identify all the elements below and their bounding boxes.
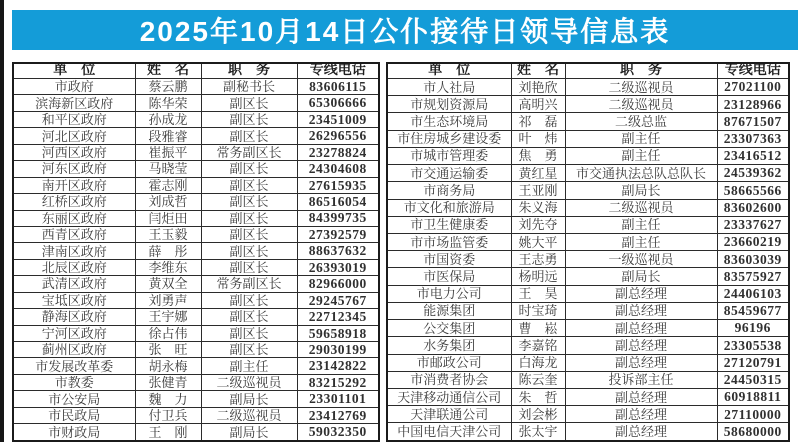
unit-cell: 市发展改革委 — [13, 358, 135, 374]
name-cell: 杨明远 — [511, 268, 565, 285]
title-cell: 副区长 — [201, 161, 297, 177]
name-cell: 付卫兵 — [135, 407, 201, 423]
unit-cell: 市生态环境局 — [387, 113, 511, 130]
unit-cell: 水务集团 — [387, 337, 511, 354]
right-table-body — [387, 79, 789, 442]
phone-cell: 84399735 — [297, 210, 379, 226]
phone-cell: 83215292 — [297, 374, 379, 390]
phone-cell: 83575927 — [717, 268, 789, 285]
table-row — [13, 358, 379, 374]
title-cell: 二级巡视员 — [201, 407, 297, 423]
unit-cell: 宁河区政府 — [13, 325, 135, 341]
right-table-header — [387, 63, 789, 79]
phone-cell: 23416512 — [717, 147, 789, 164]
phone-cell: 24450315 — [717, 371, 789, 388]
phone-cell: 27021100 — [717, 79, 789, 96]
name-cell: 王玉毅 — [135, 226, 201, 242]
phone-cell: 87671507 — [717, 113, 789, 130]
unit-cell: 河东区政府 — [13, 161, 135, 177]
name-cell: 陈云奎 — [511, 371, 565, 388]
title-cell: 副局长 — [565, 268, 717, 285]
unit-cell: 市电力公司 — [387, 285, 511, 302]
name-cell: 焦 勇 — [511, 147, 565, 164]
name-cell: 李嘉铭 — [511, 337, 565, 354]
phone-cell: 23142822 — [297, 358, 379, 374]
unit-cell: 武清区政府 — [13, 276, 135, 292]
unit-cell: 市文化和旅游局 — [387, 199, 511, 216]
name-cell: 徐占伟 — [135, 325, 201, 341]
title-cell: 一级巡视员 — [565, 251, 717, 268]
unit-cell: 市卫生健康委 — [387, 216, 511, 233]
title-cell: 副区长 — [201, 210, 297, 226]
unit-cell: 公交集团 — [387, 320, 511, 337]
unit-cell: 市公安局 — [13, 391, 135, 407]
title-cell: 副主任 — [565, 233, 717, 250]
column-header-phone: 专线电话 — [297, 63, 379, 79]
unit-cell: 市人社局 — [387, 79, 511, 96]
table-row — [387, 320, 789, 337]
phone-cell: 23278824 — [297, 144, 379, 160]
name-cell: 闫炬田 — [135, 210, 201, 226]
table-row — [387, 199, 789, 216]
table-row — [13, 342, 379, 358]
table-row — [387, 268, 789, 285]
table-row — [387, 388, 789, 405]
title-cell: 副区长 — [201, 95, 297, 111]
phone-cell: 60918811 — [717, 388, 789, 405]
phone-cell: 23451009 — [297, 111, 379, 127]
name-cell: 蔡云鹏 — [135, 79, 201, 95]
unit-cell: 市交通运输委 — [387, 165, 511, 182]
phone-cell: 23301101 — [297, 391, 379, 407]
right-table — [386, 62, 790, 442]
phone-cell: 83606115 — [297, 79, 379, 95]
column-header-name: 姓 名 — [511, 63, 565, 79]
page-title: 2025年10月14日公仆接待日领导信息表 — [139, 16, 671, 47]
table-row — [13, 210, 379, 226]
unit-cell: 滨海新区政府 — [13, 95, 135, 111]
title-cell: 副区长 — [201, 226, 297, 242]
name-cell: 王志勇 — [511, 251, 565, 268]
title-cell: 副总经理 — [565, 302, 717, 319]
name-cell: 王 刚 — [135, 424, 201, 441]
title-cell: 二级巡视员 — [201, 374, 297, 390]
phone-cell: 23305538 — [717, 337, 789, 354]
title-cell: 常务副区长 — [201, 144, 297, 160]
unit-cell: 市医保局 — [387, 268, 511, 285]
title-cell: 投诉部主任 — [565, 371, 717, 388]
name-cell: 张太宇 — [511, 423, 565, 441]
table-row — [387, 423, 789, 441]
column-header-name: 姓 名 — [135, 63, 201, 79]
title-cell: 副主任 — [565, 147, 717, 164]
left-table — [12, 62, 380, 442]
unit-cell: 南开区政府 — [13, 177, 135, 193]
name-cell: 叶 炜 — [511, 130, 565, 147]
phone-cell: 59658918 — [297, 325, 379, 341]
title-cell: 副区长 — [201, 325, 297, 341]
title-cell: 副区长 — [201, 309, 297, 325]
unit-cell: 西青区政府 — [13, 226, 135, 242]
table-row — [387, 165, 789, 182]
unit-cell: 市市场监管委 — [387, 233, 511, 250]
name-cell: 刘勇声 — [135, 292, 201, 308]
name-cell: 朱义海 — [511, 199, 565, 216]
phone-cell: 58680000 — [717, 423, 789, 441]
name-cell: 王宇娜 — [135, 309, 201, 325]
table-row — [387, 337, 789, 354]
unit-cell: 市国资委 — [387, 251, 511, 268]
title-cell: 副区长 — [201, 342, 297, 358]
phone-cell: 82966000 — [297, 276, 379, 292]
unit-cell: 天津联通公司 — [387, 406, 511, 423]
phone-cell: 65306666 — [297, 95, 379, 111]
title-cell: 副总经理 — [565, 406, 717, 423]
name-cell: 胡永梅 — [135, 358, 201, 374]
title-cell: 副总经理 — [565, 337, 717, 354]
scan-edge-artifact — [0, 0, 4, 442]
name-cell: 王 昊 — [511, 285, 565, 302]
table-row — [387, 251, 789, 268]
title-cell: 副局长 — [201, 391, 297, 407]
phone-cell: 27392579 — [297, 226, 379, 242]
name-cell: 张健青 — [135, 374, 201, 390]
table-row — [387, 113, 789, 130]
title-cell: 副区长 — [201, 177, 297, 193]
title-cell: 常务副区长 — [201, 276, 297, 292]
phone-cell: 27110000 — [717, 406, 789, 423]
left-table-header — [13, 63, 379, 79]
name-cell: 黄红星 — [511, 165, 565, 182]
title-cell: 二级巡视员 — [565, 96, 717, 113]
left-table-body — [13, 79, 379, 442]
unit-cell: 蓟州区政府 — [13, 342, 135, 358]
title-cell: 副区长 — [201, 194, 297, 210]
name-cell: 霍志刚 — [135, 177, 201, 193]
table-row — [13, 407, 379, 423]
title-cell: 副主任 — [201, 358, 297, 374]
unit-cell: 市商务局 — [387, 182, 511, 199]
title-cell: 副区长 — [201, 111, 297, 127]
title-cell: 副主任 — [565, 216, 717, 233]
title-cell: 副总经理 — [565, 423, 717, 441]
title-cell: 副总经理 — [565, 285, 717, 302]
name-cell: 黄双全 — [135, 276, 201, 292]
unit-cell: 市教委 — [13, 374, 135, 390]
table-row — [13, 374, 379, 390]
name-cell: 李维东 — [135, 259, 201, 275]
title-cell: 二级总监 — [565, 113, 717, 130]
phone-cell: 26296556 — [297, 128, 379, 144]
phone-cell: 24539362 — [717, 165, 789, 182]
title-cell: 市交通执法总队总队长 — [565, 165, 717, 182]
name-cell: 朱 哲 — [511, 388, 565, 405]
unit-cell: 东丽区政府 — [13, 210, 135, 226]
column-header-title: 职 务 — [201, 63, 297, 79]
header-row — [387, 63, 789, 79]
name-cell: 姚大平 — [511, 233, 565, 250]
phone-cell: 24406103 — [717, 285, 789, 302]
title-cell: 副区长 — [201, 259, 297, 275]
unit-cell: 和平区政府 — [13, 111, 135, 127]
title-cell: 副局长 — [201, 424, 297, 441]
table-row — [13, 95, 379, 111]
table-row — [387, 147, 789, 164]
unit-cell: 市财政局 — [13, 424, 135, 441]
phone-cell: 23307363 — [717, 130, 789, 147]
table-row — [13, 79, 379, 95]
phone-cell: 29030199 — [297, 342, 379, 358]
table-row — [13, 144, 379, 160]
phone-cell: 86516054 — [297, 194, 379, 210]
phone-cell: 96196 — [717, 320, 789, 337]
tables-container — [12, 62, 788, 442]
title-cell: 副秘书长 — [201, 79, 297, 95]
unit-cell: 河西区政府 — [13, 144, 135, 160]
phone-cell: 22712345 — [297, 309, 379, 325]
title-cell: 二级巡视员 — [565, 79, 717, 96]
table-row — [13, 226, 379, 242]
table-row — [13, 309, 379, 325]
title-cell: 副区长 — [201, 292, 297, 308]
unit-cell: 市城市管理委 — [387, 147, 511, 164]
table-row — [13, 111, 379, 127]
table-row — [13, 128, 379, 144]
name-cell: 陈华荣 — [135, 95, 201, 111]
name-cell: 刘艳欣 — [511, 79, 565, 96]
title-cell: 副局长 — [565, 182, 717, 199]
name-cell: 魏 力 — [135, 391, 201, 407]
table-row — [13, 194, 379, 210]
title-cell: 副总经理 — [565, 320, 717, 337]
title-cell: 副区长 — [201, 128, 297, 144]
title-cell: 副总经理 — [565, 388, 717, 405]
phone-cell: 88637632 — [297, 243, 379, 259]
table-row — [387, 79, 789, 96]
unit-cell: 能源集团 — [387, 302, 511, 319]
phone-cell: 24304608 — [297, 161, 379, 177]
unit-cell: 宝坻区政府 — [13, 292, 135, 308]
phone-cell: 27615935 — [297, 177, 379, 193]
column-header-unit: 单 位 — [13, 63, 135, 79]
table-row — [13, 424, 379, 441]
unit-cell: 市政府 — [13, 79, 135, 95]
table-row — [387, 233, 789, 250]
name-cell: 马晓莹 — [135, 161, 201, 177]
unit-cell: 河北区政府 — [13, 128, 135, 144]
table-row — [13, 292, 379, 308]
table-row — [13, 259, 379, 275]
table-row — [13, 243, 379, 259]
unit-cell: 北辰区政府 — [13, 259, 135, 275]
table-row — [13, 276, 379, 292]
name-cell: 张 旺 — [135, 342, 201, 358]
name-cell: 刘会彬 — [511, 406, 565, 423]
table-row — [13, 161, 379, 177]
column-header-unit: 单 位 — [387, 63, 511, 79]
phone-cell: 26393019 — [297, 259, 379, 275]
table-row — [387, 302, 789, 319]
table-row — [387, 130, 789, 147]
unit-cell: 市邮政公司 — [387, 354, 511, 371]
phone-cell: 85459677 — [717, 302, 789, 319]
name-cell: 刘先夺 — [511, 216, 565, 233]
name-cell: 王亚刚 — [511, 182, 565, 199]
table-row — [387, 354, 789, 371]
unit-cell: 津南区政府 — [13, 243, 135, 259]
phone-cell: 27120791 — [717, 354, 789, 371]
table-row — [387, 285, 789, 302]
name-cell: 薛 彤 — [135, 243, 201, 259]
header-row — [13, 63, 379, 79]
table-row — [387, 96, 789, 113]
phone-cell: 59032350 — [297, 424, 379, 441]
unit-cell: 市住房城乡建设委 — [387, 130, 511, 147]
phone-cell: 23337627 — [717, 216, 789, 233]
unit-cell: 红桥区政府 — [13, 194, 135, 210]
unit-cell: 天津移动通信公司 — [387, 388, 511, 405]
name-cell: 白海龙 — [511, 354, 565, 371]
name-cell: 祁 磊 — [511, 113, 565, 130]
title-cell: 二级巡视员 — [565, 199, 717, 216]
phone-cell: 23412769 — [297, 407, 379, 423]
phone-cell: 58665566 — [717, 182, 789, 199]
title-cell: 副主任 — [565, 130, 717, 147]
table-row — [13, 177, 379, 193]
table-row — [13, 391, 379, 407]
name-cell: 孙成龙 — [135, 111, 201, 127]
name-cell: 时宝琦 — [511, 302, 565, 319]
name-cell: 刘成哲 — [135, 194, 201, 210]
table-row — [387, 406, 789, 423]
name-cell: 崔振平 — [135, 144, 201, 160]
title-cell: 副区长 — [201, 243, 297, 259]
name-cell: 高明兴 — [511, 96, 565, 113]
phone-cell: 83602600 — [717, 199, 789, 216]
title-cell: 副总经理 — [565, 354, 717, 371]
phone-cell: 83603039 — [717, 251, 789, 268]
unit-cell: 中国电信天津公司 — [387, 423, 511, 441]
title-bar — [12, 10, 798, 50]
phone-cell: 23660219 — [717, 233, 789, 250]
table-row — [387, 182, 789, 199]
unit-cell: 静海区政府 — [13, 309, 135, 325]
table-row — [387, 216, 789, 233]
phone-cell: 23128966 — [717, 96, 789, 113]
column-header-phone: 专线电话 — [717, 63, 789, 79]
name-cell: 曹 崧 — [511, 320, 565, 337]
unit-cell: 市消费者协会 — [387, 371, 511, 388]
unit-cell: 市规划资源局 — [387, 96, 511, 113]
table-row — [387, 371, 789, 388]
unit-cell: 市民政局 — [13, 407, 135, 423]
table-row — [13, 325, 379, 341]
column-header-title: 职 务 — [565, 63, 717, 79]
phone-cell: 29245767 — [297, 292, 379, 308]
name-cell: 段雅睿 — [135, 128, 201, 144]
